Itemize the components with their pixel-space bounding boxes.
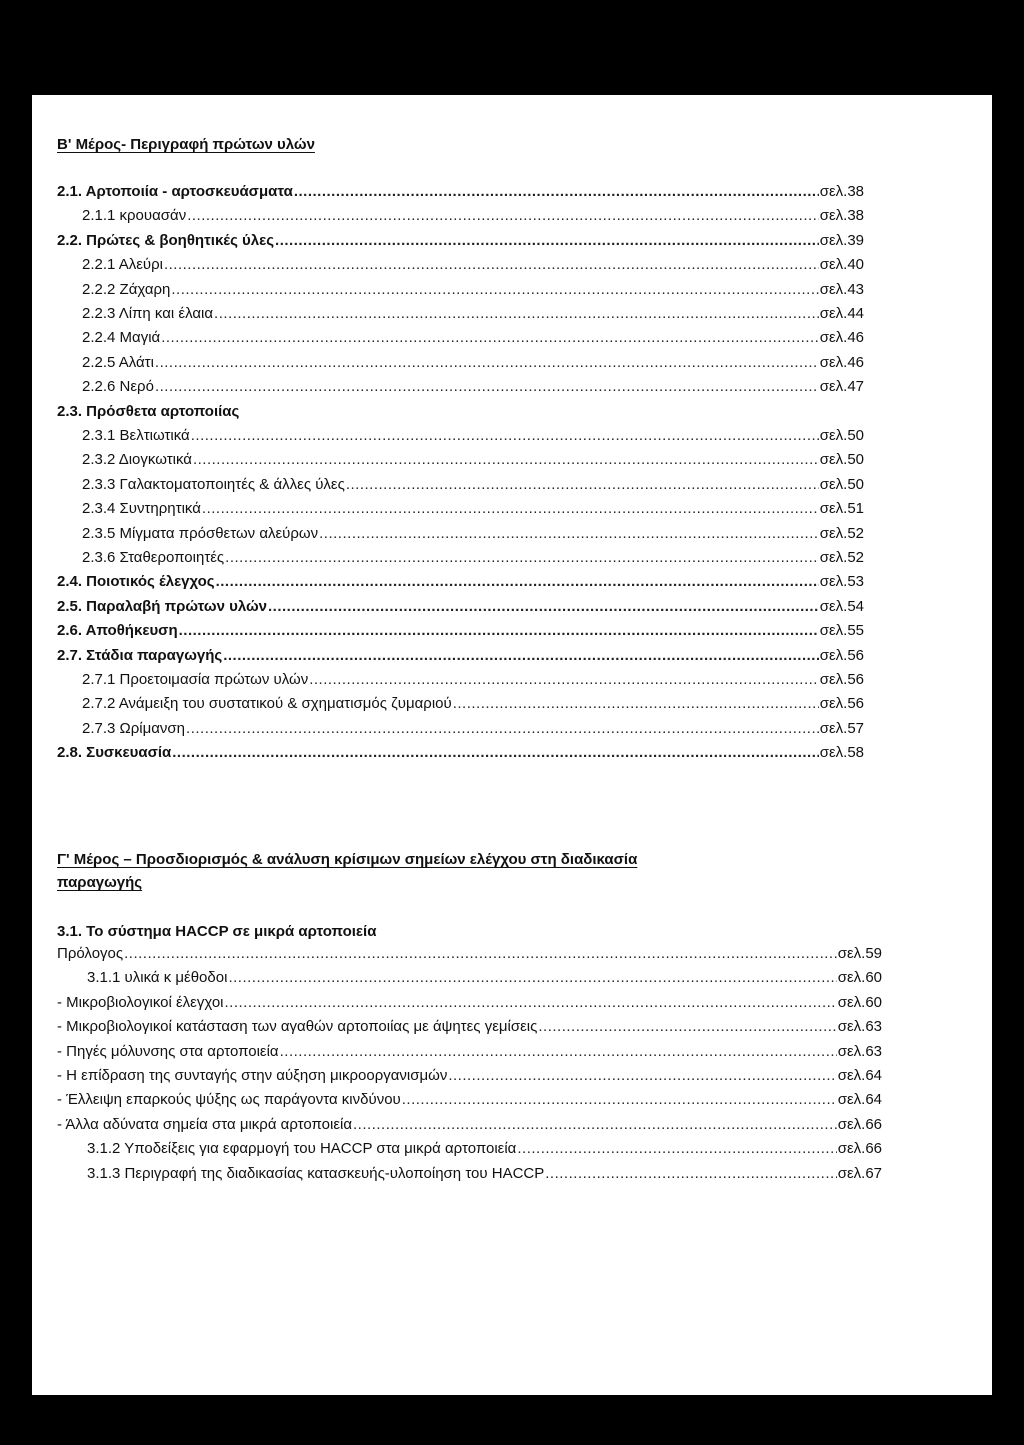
toc-entry-label: 2.7.2 Ανάμειξη του συστατικού & σχηματισμός ζυμαριού bbox=[82, 695, 452, 713]
toc-page-number: σελ.53 bbox=[819, 573, 864, 591]
toc-entry-label: 2.2.6 Νερό bbox=[82, 378, 154, 396]
toc-entry bbox=[82, 354, 864, 376]
section-c-subheading: 3.1. Το σύστημα HACCP σε μικρά αρτοποιεία bbox=[57, 923, 377, 940]
toc-entry bbox=[57, 945, 882, 967]
toc-dot-leader bbox=[164, 256, 819, 273]
toc-page-number: σελ.50 bbox=[819, 475, 864, 493]
toc-page-number: σελ.43 bbox=[819, 280, 864, 298]
toc-entry bbox=[57, 1043, 882, 1065]
toc-dot-leader bbox=[161, 329, 819, 346]
toc-page-number: σελ.57 bbox=[819, 719, 864, 737]
toc-dot-leader bbox=[319, 525, 819, 542]
toc-dot-leader bbox=[155, 354, 819, 371]
toc-entry-label: 2.5. Παραλαβή πρώτων υλών bbox=[57, 597, 267, 615]
toc-dot-leader bbox=[191, 427, 819, 444]
toc-page-number: σελ.50 bbox=[819, 427, 864, 444]
toc-entry bbox=[57, 573, 864, 595]
toc-dot-leader bbox=[225, 994, 837, 1011]
toc-entry-label: 2.3.1 Βελτιωτικά bbox=[82, 427, 190, 444]
toc-dot-leader bbox=[402, 1091, 837, 1108]
toc-dot-leader bbox=[172, 744, 818, 761]
toc-entry bbox=[57, 994, 882, 1016]
toc-page-number: σελ.40 bbox=[819, 256, 864, 274]
toc-entry-label: 2.2.2 Ζάχαρη bbox=[82, 280, 171, 298]
toc-entry bbox=[57, 598, 864, 620]
toc-dot-leader bbox=[353, 1116, 837, 1133]
toc-dot-leader bbox=[538, 1018, 836, 1035]
toc-page-number: σελ.56 bbox=[819, 695, 864, 713]
toc-page-number: σελ.60 bbox=[837, 993, 882, 1011]
toc-dot-leader bbox=[186, 720, 819, 737]
toc-entry-label: 2.2.3 Λίπη και έλαια bbox=[82, 305, 214, 322]
toc-entry-label: 2.2.5 Αλάτι bbox=[82, 353, 154, 371]
toc-page-number: σελ.66 bbox=[837, 1115, 882, 1133]
toc-dot-leader bbox=[228, 969, 836, 986]
toc-entry bbox=[82, 720, 864, 742]
toc-page-number: σελ.64 bbox=[837, 1091, 882, 1109]
section-b-heading: Β' Μέρος- Περιγραφή πρώτων υλών bbox=[57, 136, 315, 153]
toc-entry-label: 3.1.2 Υποδείξεις για εφαρμογή του HACCP στα μικρά αρτοποιεία bbox=[87, 1140, 517, 1158]
toc-entry-label: - Έλλειψη επαρκούς ψύξης ως παράγοντα κινδύνου bbox=[57, 1091, 401, 1109]
toc-dot-leader bbox=[171, 281, 818, 298]
toc-entry bbox=[82, 329, 864, 351]
toc-page-number: σελ.38 bbox=[819, 183, 864, 200]
toc-entry-label: - Μικροβιολογικοί έλεγχοι bbox=[57, 993, 224, 1011]
toc-entry-label: 2.3.5 Μίγματα πρόσθετων αλεύρων bbox=[82, 524, 319, 542]
toc-page-number: σελ.60 bbox=[837, 969, 882, 987]
toc-page-number: σελ.39 bbox=[819, 231, 864, 249]
toc-entry-label: - Μικροβιολογικοί κατάσταση των αγαθών αρτοποιίας με άψητες γεμίσεις bbox=[57, 1018, 538, 1036]
toc-entry-label: 2.2.1 Αλεύρι bbox=[82, 256, 163, 274]
section-c-heading-line1: Γ' Μέρος – Προσδιορισμός & ανάλυση κρίσιμων σημείων ελέγχου στη διαδικασία bbox=[57, 851, 638, 868]
toc-page-number: σελ.47 bbox=[819, 378, 864, 396]
toc-entry bbox=[57, 403, 239, 425]
toc-page-number: σελ.66 bbox=[837, 1140, 882, 1158]
toc-page-number: σελ.58 bbox=[819, 744, 864, 762]
toc-entry-label: 2.4. Ποιοτικός έλεγχος bbox=[57, 573, 215, 591]
toc-entry bbox=[82, 305, 864, 327]
toc-page-number: σελ.56 bbox=[819, 646, 864, 664]
document-page bbox=[32, 95, 992, 1395]
toc-entry bbox=[82, 525, 864, 547]
toc-page-number: σελ.67 bbox=[837, 1164, 882, 1182]
toc-entry bbox=[82, 671, 864, 693]
toc-entry bbox=[82, 500, 864, 522]
toc-entry bbox=[87, 1140, 882, 1162]
toc-dot-leader bbox=[155, 378, 819, 395]
toc-entry bbox=[57, 744, 864, 766]
toc-page-number: σελ.52 bbox=[819, 549, 864, 566]
toc-dot-leader bbox=[124, 945, 837, 962]
toc-entry bbox=[82, 476, 864, 498]
toc-dot-leader bbox=[268, 598, 819, 615]
toc-dot-leader bbox=[179, 622, 819, 639]
toc-page-number: σελ.64 bbox=[837, 1067, 882, 1084]
toc-entry-label: Πρόλογος bbox=[57, 945, 124, 962]
toc-entry bbox=[57, 232, 864, 254]
toc-entry bbox=[82, 427, 864, 449]
toc-entry bbox=[87, 1165, 882, 1187]
toc-dot-leader bbox=[223, 647, 819, 664]
toc-entry-label: 2.6. Αποθήκευση bbox=[57, 622, 178, 640]
toc-dot-leader bbox=[275, 232, 819, 249]
toc-entry-label: 2.3.4 Συντηρητικά bbox=[82, 500, 201, 518]
toc-entry-label: 3.1.3 Περιγραφή της διαδικασίας κατασκευής-υλοποίηση του HACCP bbox=[87, 1164, 545, 1182]
toc-entry bbox=[57, 1018, 882, 1040]
toc-dot-leader bbox=[294, 183, 819, 200]
toc-entry-label: 2.7.1 Προετοιμασία πρώτων υλών bbox=[82, 671, 309, 688]
toc-entry bbox=[57, 1091, 882, 1113]
toc-entry-label: - Άλλα αδύνατα σημεία στα μικρά αρτοποιεία bbox=[57, 1115, 353, 1133]
toc-page-number: σελ.46 bbox=[819, 353, 864, 371]
toc-entry-label: - Η επίδραση της συνταγής στην αύξηση μικροοργανισμών bbox=[57, 1067, 448, 1084]
toc-entry-label: 2.8. Συσκευασία bbox=[57, 744, 172, 762]
toc-dot-leader bbox=[280, 1043, 837, 1060]
toc-entry-label: 3.1.1 υλικά κ μέθοδοι bbox=[87, 969, 228, 987]
toc-entry bbox=[82, 207, 864, 229]
toc-dot-leader bbox=[225, 549, 819, 566]
toc-page-number: σελ.50 bbox=[819, 451, 864, 469]
toc-entry-label: 2.7.3 Ωρίμανση bbox=[82, 719, 186, 737]
toc-page-number: σελ.51 bbox=[819, 500, 864, 518]
toc-entry-label: 2.2.4 Μαγιά bbox=[82, 329, 161, 347]
toc-entry bbox=[82, 451, 864, 473]
toc-entry bbox=[82, 695, 864, 717]
toc-dot-leader bbox=[517, 1140, 836, 1157]
toc-entry-label: - Πηγές μόλυνσης στα αρτοποιεία bbox=[57, 1042, 279, 1060]
toc-entry bbox=[57, 1116, 882, 1138]
section-c-heading-line2: παραγωγής bbox=[57, 874, 143, 891]
toc-entry-label: 2.3. Πρόσθετα αρτοποιίας bbox=[57, 402, 240, 420]
toc-entry bbox=[57, 647, 864, 669]
toc-entry-label: 2.2. Πρώτες & βοηθητικές ύλες bbox=[57, 231, 275, 249]
toc-dot-leader bbox=[187, 207, 818, 224]
toc-entry bbox=[57, 622, 864, 644]
toc-dot-leader bbox=[453, 695, 819, 712]
toc-page-number: σελ.63 bbox=[837, 1042, 882, 1060]
toc-page-number: σελ.54 bbox=[819, 597, 864, 615]
toc-entry-label: 2.1.1 κρουασάν bbox=[82, 207, 187, 225]
toc-entry-label: 2.3.6 Σταθεροποιητές bbox=[82, 549, 225, 566]
toc-dot-leader bbox=[448, 1067, 836, 1084]
toc-dot-leader bbox=[346, 476, 819, 493]
toc-page-number: σελ.38 bbox=[819, 207, 864, 225]
toc-page-number: σελ.44 bbox=[819, 305, 864, 322]
toc-entry-label: 2.3.3 Γαλακτοματοποιητές & άλλες ύλες bbox=[82, 475, 345, 493]
toc-entry bbox=[57, 1067, 882, 1089]
toc-page-number: σελ.56 bbox=[819, 671, 864, 688]
toc-dot-leader bbox=[216, 573, 819, 590]
toc-entry bbox=[57, 183, 864, 205]
toc-entry-label: 2.1. Αρτοποιία - αρτοσκευάσματα bbox=[57, 183, 293, 200]
toc-page-number: σελ.46 bbox=[819, 329, 864, 347]
toc-page-number: σελ.63 bbox=[837, 1018, 882, 1036]
toc-entry bbox=[82, 256, 864, 278]
toc-entry bbox=[87, 969, 882, 991]
toc-page-number: σελ.55 bbox=[819, 622, 864, 640]
toc-dot-leader bbox=[309, 671, 818, 688]
toc-entry bbox=[82, 281, 864, 303]
toc-entry bbox=[82, 378, 864, 400]
toc-entry-label: 2.7. Στάδια παραγωγής bbox=[57, 646, 223, 664]
toc-dot-leader bbox=[202, 500, 819, 517]
toc-entry-label: 2.3.2 Διογκωτικά bbox=[82, 451, 192, 469]
toc-dot-leader bbox=[193, 451, 819, 468]
toc-dot-leader bbox=[545, 1165, 836, 1182]
toc-entry bbox=[82, 549, 864, 571]
toc-page-number: σελ.52 bbox=[819, 524, 864, 542]
toc-dot-leader bbox=[214, 305, 819, 322]
toc-page-number: σελ.59 bbox=[837, 945, 882, 962]
